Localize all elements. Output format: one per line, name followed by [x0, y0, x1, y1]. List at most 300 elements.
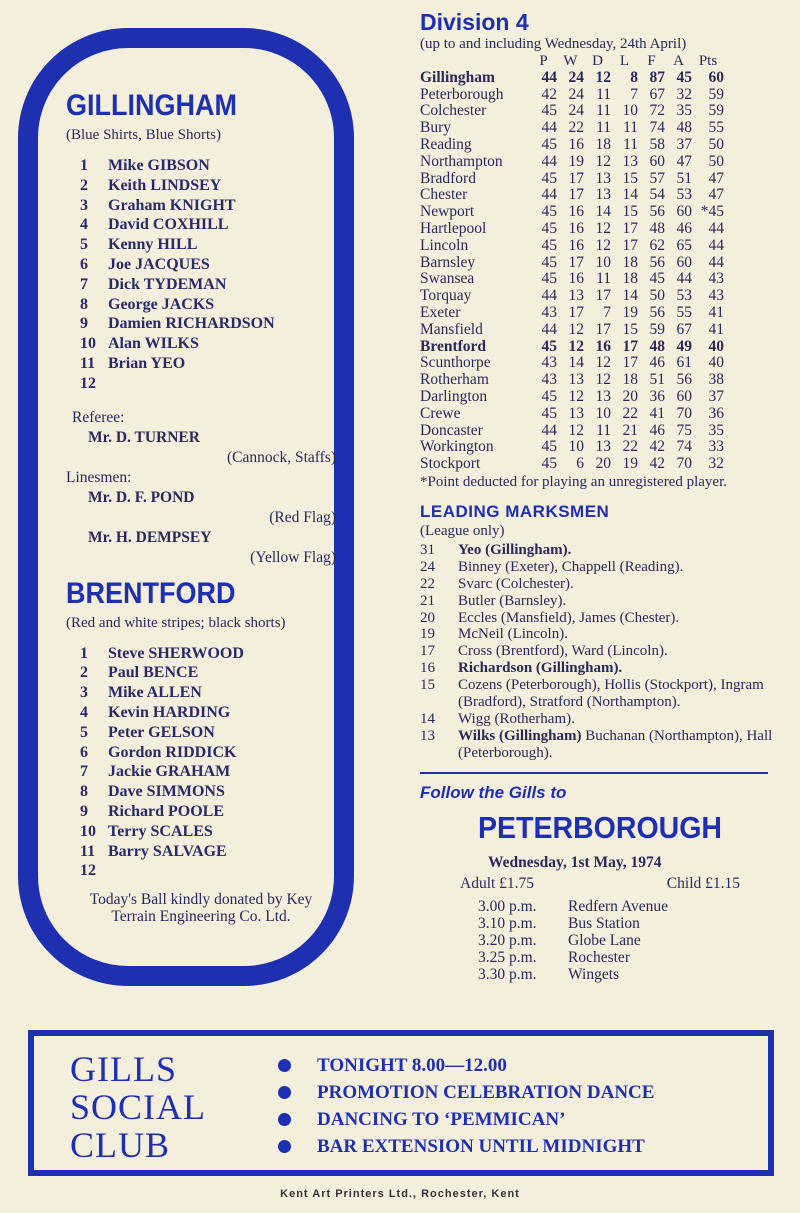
pickup-row: [478, 898, 780, 915]
away-player-row: [80, 683, 336, 703]
table-cell: 22: [622, 438, 638, 456]
table-cell: 36: [649, 387, 665, 405]
column-header: F: [647, 53, 656, 69]
table-cell: 33: [708, 438, 724, 456]
table-cell: 15: [622, 320, 638, 338]
marksman-row: [420, 576, 780, 593]
table-cell: 42: [649, 438, 665, 456]
goal-count: 19: [420, 626, 435, 643]
league-table-body: [420, 70, 724, 473]
team-name: Gillingham: [420, 68, 495, 86]
table-cell: 24: [568, 85, 584, 103]
home-player-row: [80, 215, 336, 235]
player-number: 11: [80, 842, 96, 860]
player-number: 9: [80, 315, 88, 333]
club-name-line: SOCIAL: [70, 1087, 207, 1127]
table-cell: 17: [568, 253, 584, 271]
league-row: [420, 70, 724, 87]
table-cell: 11: [596, 85, 611, 103]
table-cell: 17: [568, 169, 584, 187]
table-cell: 43: [541, 303, 557, 321]
player-number: 9: [80, 802, 88, 820]
table-cell: 20: [622, 387, 638, 405]
marksman-row: [420, 610, 780, 627]
table-cell: 50: [649, 287, 665, 305]
goal-count: 15: [420, 677, 435, 694]
player-name: Kevin HARDING: [108, 703, 231, 721]
table-cell: 50: [708, 135, 724, 153]
table-cell: 46: [649, 421, 665, 439]
away-player-row: [80, 663, 336, 683]
league-row: [420, 271, 724, 288]
table-cell: 32: [708, 455, 724, 473]
goal-count: 24: [420, 558, 435, 575]
league-row: [420, 339, 724, 356]
away-player-row: [80, 703, 336, 723]
away-kit: (Red and white stripes; black shorts): [66, 614, 286, 631]
marksman-names: [458, 643, 780, 660]
league-row: [420, 406, 724, 423]
team-name: Stockport: [420, 455, 481, 473]
linesman-1-flag: (Red Flag): [269, 508, 336, 526]
pickup-place: Wingets: [568, 965, 620, 983]
referee-origin: (Cannock, Staffs): [226, 448, 336, 466]
table-cell: 60: [708, 68, 724, 86]
home-team-title: GILLINGHAM: [66, 89, 237, 122]
club-events-list: [278, 1052, 654, 1160]
table-cell: 16: [568, 135, 584, 153]
child-price: Child £1.15: [666, 874, 740, 892]
player-name: Gordon RIDDICK: [108, 743, 237, 761]
table-cell: 49: [676, 337, 692, 355]
table-cell: 43: [708, 270, 724, 288]
table-cell: 45: [649, 270, 665, 288]
player-number: 10: [80, 822, 96, 840]
marksman-row: [420, 643, 780, 660]
club-name-line: CLUB: [70, 1125, 171, 1165]
player-number: 1: [80, 644, 88, 662]
away-player-row: [80, 644, 336, 664]
home-player-row: [80, 156, 336, 176]
bullet-icon: [278, 1059, 291, 1072]
marksman-row: [420, 728, 780, 762]
table-cell: 40: [708, 354, 724, 372]
team-name: Brentford: [420, 337, 487, 355]
player-number: 10: [80, 335, 96, 353]
league-row: [420, 238, 724, 255]
table-cell: 62: [649, 236, 665, 254]
pickup-row: [478, 949, 780, 966]
table-cell: 11: [596, 270, 611, 288]
table-cell: 35: [676, 102, 692, 120]
table-cell: 18: [622, 371, 638, 389]
player-name: Peter GELSON: [108, 723, 215, 741]
home-squad-list: [66, 156, 336, 394]
player-name: Kenny HILL: [108, 236, 198, 254]
table-cell: 44: [541, 68, 557, 86]
match-ball-note: Today's Ball kindly donated by Key Terrain Engineering Co. Ltd.: [89, 891, 313, 926]
table-cell: 10: [595, 253, 611, 271]
table-cell: 16: [568, 236, 584, 254]
table-cell: 10: [622, 102, 638, 120]
table-cell: 45: [541, 270, 557, 288]
goal-count: 20: [420, 609, 435, 626]
league-row: [420, 103, 724, 120]
table-cell: 56: [676, 371, 692, 389]
table-cell: 51: [676, 169, 692, 187]
team-name: Barnsley: [420, 253, 476, 271]
table-cell: 37: [676, 135, 692, 153]
table-cell: 16: [568, 270, 584, 288]
table-cell: 46: [676, 219, 692, 237]
away-player-row: [80, 782, 336, 802]
marksman-names: [458, 542, 780, 559]
marksmen-title: LEADING MARKSMEN: [420, 501, 610, 521]
table-cell: 60: [676, 253, 692, 271]
highlighted-scorer: Yeo (Gillingham).: [458, 541, 572, 558]
pickup-times: [478, 898, 780, 983]
table-cell: 19: [622, 455, 638, 473]
league-row: [420, 154, 724, 171]
club-event: [278, 1079, 654, 1106]
table-cell: 46: [649, 354, 665, 372]
player-name: Graham KNIGHT: [108, 196, 236, 214]
linesman-1-name: Mr. D. F. POND: [88, 488, 195, 506]
player-name: Mike GIBSON: [108, 157, 210, 174]
table-cell: 60: [676, 387, 692, 405]
pickup-place: Globe Lane: [568, 931, 641, 949]
club-event: [278, 1052, 654, 1079]
table-cell: 16: [568, 203, 584, 221]
match-officials: [66, 408, 336, 568]
table-cell: 11: [596, 119, 611, 137]
table-cell: 48: [649, 219, 665, 237]
table-cell: 44: [541, 152, 557, 170]
table-cell: 44: [541, 119, 557, 137]
league-row: [420, 255, 724, 272]
player-name: Alan WILKS: [108, 335, 199, 353]
table-cell: 21: [622, 421, 638, 439]
home-player-row: [80, 314, 336, 334]
table-cell: 16: [568, 219, 584, 237]
table-cell: 17: [568, 186, 584, 204]
away-player-row: [80, 842, 336, 862]
team-name: Mansfield: [420, 320, 483, 338]
scorer-text: Svarc (Colchester).: [458, 575, 574, 592]
team-name: Hartlepool: [420, 219, 487, 237]
goal-count: 13: [420, 727, 435, 744]
table-cell: 70: [676, 404, 692, 422]
league-row: [420, 423, 724, 440]
table-cell: 53: [676, 186, 692, 204]
table-cell: 87: [649, 68, 665, 86]
team-name: Exeter: [420, 303, 461, 321]
pickup-time: 3.20 p.m.: [478, 931, 537, 949]
table-cell: 10: [595, 404, 611, 422]
scorer-text: Eccles (Mansfield), James (Chester).: [458, 609, 680, 626]
scorer-text: Buchanan (Northampton), Hall (Peterborough).: [458, 727, 773, 761]
player-number: 2: [80, 664, 88, 682]
table-cell: 43: [708, 287, 724, 305]
team-name: Bury: [420, 119, 451, 137]
table-cell: 45: [541, 404, 557, 422]
marksman-names: [458, 711, 780, 728]
table-cell: 17: [622, 354, 638, 372]
table-cell: 14: [568, 354, 584, 372]
table-cell: 12: [595, 371, 611, 389]
player-number: 12: [80, 862, 96, 880]
column-header: L: [619, 53, 630, 69]
referee-name: Mr. D. TURNER: [88, 428, 200, 446]
table-cell: 45: [541, 253, 557, 271]
player-number: 8: [80, 783, 88, 801]
league-row: [420, 288, 724, 305]
away-player-row: [80, 822, 336, 842]
away-team-title: BRENTFORD: [66, 576, 236, 610]
table-cell: 47: [708, 169, 724, 187]
column-header: W: [563, 53, 578, 69]
marksman-row: [420, 660, 780, 677]
club-event-text: DANCING TO ‘PEMMICAN’: [317, 1109, 566, 1130]
table-cell: 37: [708, 387, 724, 405]
league-row: [420, 439, 724, 456]
player-name: Barry SALVAGE: [108, 842, 227, 860]
away-player-row: [80, 743, 336, 763]
table-cell: 59: [708, 85, 724, 103]
home-player-row: [80, 176, 336, 196]
player-number: 6: [80, 255, 88, 273]
league-row: [420, 204, 724, 221]
table-cell: 12: [595, 68, 611, 86]
table-cell: 13: [622, 152, 638, 170]
marksman-row: [420, 593, 780, 610]
table-cell: 48: [676, 119, 692, 137]
player-number: 5: [80, 723, 88, 741]
team-name: Swansea: [420, 270, 475, 288]
table-cell: 13: [595, 387, 611, 405]
table-cell: 35: [708, 421, 724, 439]
league-row: [420, 372, 724, 389]
table-cell: 45: [541, 219, 557, 237]
player-name: Dick TYDEMAN: [108, 275, 227, 293]
league-row: [420, 305, 724, 322]
table-cell: 24: [568, 68, 584, 86]
player-name: Brian YEO: [108, 354, 186, 372]
marksman-names: [458, 626, 780, 643]
player-name: Richard POOLE: [108, 802, 225, 820]
table-cell: 41: [649, 404, 665, 422]
table-cell: 17: [622, 337, 638, 355]
table-cell: 45: [541, 387, 557, 405]
table-cell: 11: [623, 119, 638, 137]
table-cell: 42: [541, 85, 557, 103]
table-cell: 13: [595, 438, 611, 456]
league-title: Division 4: [420, 9, 529, 35]
table-cell: 12: [568, 421, 584, 439]
league-footnote: *Point deducted for playing an unregistered player.: [420, 473, 727, 490]
away-player-row: [80, 802, 336, 822]
table-cell: 40: [708, 337, 724, 355]
league-row: [420, 87, 724, 104]
scorer-text: Wigg (Rotherham).: [458, 710, 575, 727]
pickup-time: 3.10 p.m.: [478, 914, 537, 932]
table-cell: 47: [708, 186, 724, 204]
table-cell: 44: [541, 186, 557, 204]
player-name: Dave SIMMONS: [108, 783, 225, 801]
player-name: Keith LINDSEY: [108, 176, 222, 194]
away-player-row: [80, 861, 336, 881]
table-cell: *45: [700, 203, 724, 221]
table-cell: 7: [630, 85, 638, 103]
table-cell: 17: [595, 320, 611, 338]
league-row: [420, 137, 724, 154]
table-cell: 67: [676, 320, 692, 338]
table-cell: 18: [595, 135, 611, 153]
table-cell: 11: [596, 421, 611, 439]
column-header: P: [539, 53, 548, 69]
table-cell: 15: [622, 203, 638, 221]
table-cell: 45: [541, 169, 557, 187]
player-number: 11: [80, 354, 96, 372]
marksmen-list: [420, 542, 780, 762]
player-number: 2: [80, 176, 88, 194]
table-cell: 44: [676, 270, 692, 288]
away-squad-list: [66, 644, 336, 882]
player-number: 7: [80, 275, 88, 293]
table-cell: 18: [622, 270, 638, 288]
pickup-time: 3.00 p.m.: [478, 897, 537, 915]
team-name: Peterborough: [420, 85, 504, 103]
table-cell: 58: [649, 135, 665, 153]
table-cell: 22: [622, 404, 638, 422]
table-cell: 44: [708, 236, 724, 254]
team-name: Newport: [420, 203, 475, 221]
printer-credit: Kent Art Printers Ltd., Rochester, Kent: [280, 1188, 520, 1200]
referee-label: Referee:: [72, 408, 125, 426]
pickup-row: [478, 932, 780, 949]
table-cell: 43: [541, 354, 557, 372]
pickup-row: [478, 915, 780, 932]
table-cell: 45: [541, 236, 557, 254]
team-name: Doncaster: [420, 421, 483, 439]
table-cell: 70: [676, 455, 692, 473]
home-player-row: [80, 295, 336, 315]
table-cell: 42: [649, 455, 665, 473]
table-cell: 32: [676, 85, 692, 103]
home-player-row: [80, 196, 336, 216]
table-cell: 19: [622, 303, 638, 321]
destination-title: PETERBOROUGH: [478, 809, 723, 845]
table-cell: 14: [622, 287, 638, 305]
team-name: Northampton: [420, 152, 503, 170]
player-number: 12: [80, 374, 96, 392]
club-name-line: GILLS: [70, 1049, 177, 1089]
table-cell: 13: [568, 287, 584, 305]
league-row: [420, 187, 724, 204]
table-cell: 56: [649, 303, 665, 321]
table-cell: 15: [622, 169, 638, 187]
table-cell: 14: [622, 186, 638, 204]
goal-count: 16: [420, 660, 435, 677]
table-cell: 20: [595, 455, 611, 473]
table-cell: 44: [541, 287, 557, 305]
highlighted-scorer: Wilks (Gillingham): [458, 727, 582, 744]
player-name: George JACKS: [108, 295, 215, 313]
linesmen-label: Linesmen:: [66, 468, 132, 486]
table-cell: 51: [649, 371, 665, 389]
table-cell: 12: [568, 387, 584, 405]
goal-count: 14: [420, 710, 435, 727]
home-kit: (Blue Shirts, Blue Shorts): [66, 127, 222, 143]
table-cell: 17: [595, 287, 611, 305]
table-cell: 13: [595, 169, 611, 187]
pickup-time: 3.25 p.m.: [478, 948, 537, 966]
club-event: [278, 1133, 654, 1160]
table-cell: 17: [622, 236, 638, 254]
home-player-row: [80, 235, 336, 255]
table-cell: 48: [649, 337, 665, 355]
table-cell: 56: [649, 203, 665, 221]
table-cell: 10: [568, 438, 584, 456]
pickup-place: Bus Station: [568, 914, 640, 932]
player-name: David COXHILL: [108, 216, 229, 234]
table-cell: 72: [649, 102, 665, 120]
pickup-time: 3.30 p.m.: [478, 965, 537, 983]
table-cell: 13: [568, 404, 584, 422]
table-cell: 13: [595, 186, 611, 204]
player-name: Jackie GRAHAM: [108, 763, 231, 781]
marksman-row: [420, 542, 780, 559]
team-name: Torquay: [420, 287, 472, 305]
table-cell: 13: [568, 371, 584, 389]
social-club-box: [28, 1030, 774, 1176]
marksman-row: [420, 677, 780, 711]
marksman-names: [458, 559, 780, 576]
table-cell: 59: [708, 102, 724, 120]
table-cell: 8: [630, 68, 638, 86]
marksmen-subtitle: (League only): [420, 522, 505, 539]
player-name: Joe JACQUES: [108, 255, 210, 273]
marksman-names: [458, 677, 780, 711]
team-name: Colchester: [420, 102, 487, 120]
club-event: [278, 1106, 654, 1133]
table-cell: 61: [676, 354, 692, 372]
table-cell: 11: [596, 102, 611, 120]
column-header: D: [592, 53, 603, 69]
table-cell: 16: [595, 337, 611, 355]
league-row: [420, 456, 724, 473]
table-cell: 75: [676, 421, 692, 439]
player-name: Damien RICHARDSON: [108, 315, 275, 333]
section-divider: [420, 772, 768, 774]
player-number: 4: [80, 703, 88, 721]
table-cell: 60: [649, 152, 665, 170]
league-table-header: [420, 53, 724, 70]
table-cell: 45: [541, 203, 557, 221]
table-cell: 47: [676, 152, 692, 170]
scorer-text: Cozens (Peterborough), Hollis (Stockport), Ingram (Bradford), Stratford (Northampton).: [458, 677, 764, 711]
goal-count: 22: [420, 575, 435, 592]
bullet-icon: [278, 1140, 291, 1153]
table-cell: 53: [676, 287, 692, 305]
table-cell: 12: [595, 219, 611, 237]
team-name: Workington: [420, 438, 494, 456]
player-name: Mike ALLEN: [108, 684, 202, 702]
league-row: [420, 355, 724, 372]
scorer-text: Binney (Exeter), Chappell (Reading).: [458, 558, 684, 575]
club-name: [70, 1050, 206, 1164]
player-number: 1: [80, 157, 88, 174]
